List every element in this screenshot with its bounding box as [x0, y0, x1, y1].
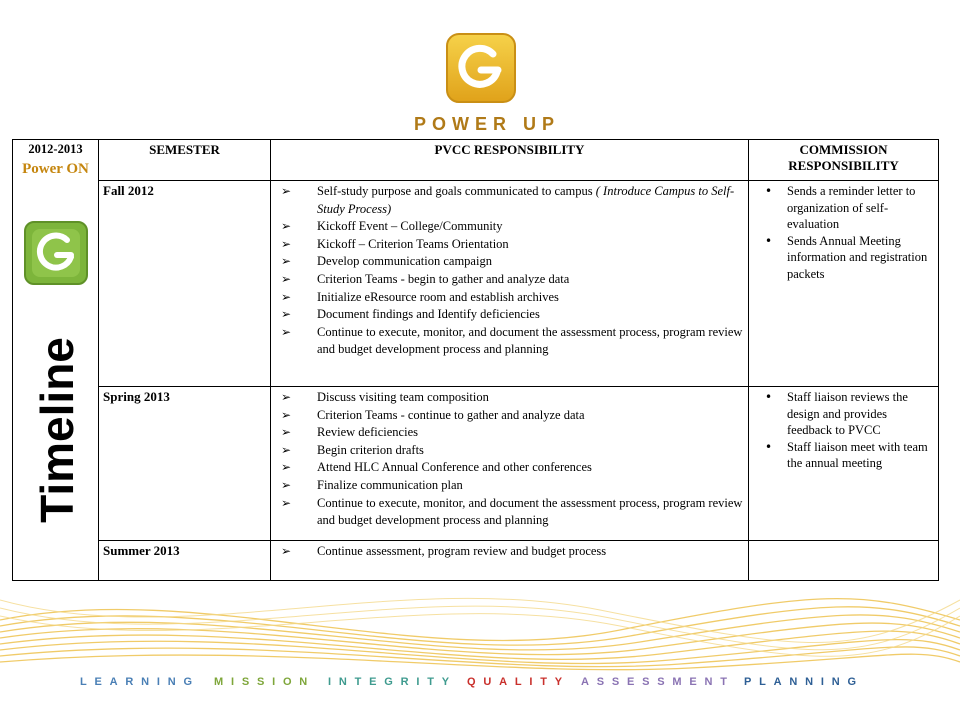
column-header-pvcc: PVCC RESPONSIBILITY	[271, 140, 749, 181]
power-up-logo-icon	[445, 32, 517, 104]
footer-word-mission: MISSION	[214, 676, 316, 688]
year-label: 2012-2013	[28, 142, 83, 156]
year-column	[13, 140, 99, 581]
list-item: ➢ Continue to execute, monitor, and document the assessment process, program review and budget development process and planning	[277, 324, 744, 359]
footer-word-integrity: INTEGRITY	[328, 676, 457, 688]
list-item: • Sends Annual Meeting information and registration packets	[753, 233, 934, 283]
brand-title: POWER UP	[414, 114, 561, 134]
list-item: ➢ Kickoff Event – College/Community	[277, 218, 744, 236]
semester-cell: Fall 2012	[99, 181, 271, 387]
footer-word-planning: PLANNING	[744, 676, 864, 688]
list-item: ➢ Discuss visiting team composition	[277, 389, 744, 407]
list-item: ➢ Kickoff – Criterion Teams Orientation	[277, 236, 744, 254]
list-item: ➢ Document findings and Identify deficiencies	[277, 306, 744, 324]
list-item: ➢ Criterion Teams - begin to gather and analyze data	[277, 271, 744, 289]
column-header-semester: SEMESTER	[99, 140, 271, 181]
list-item: ➢ Continue assessment, program review and budget process	[277, 543, 744, 561]
power-on-icon	[23, 220, 89, 286]
list-item: • Sends a reminder letter to organization of self-evaluation	[753, 183, 934, 233]
footer-keywords	[0, 676, 960, 690]
list-item: ➢ Review deficiencies	[277, 424, 744, 442]
pvcc-cell	[271, 181, 749, 387]
note-text: ( Introduce Campus to Self-Study Process)	[317, 184, 735, 216]
list-item: ➢ Initialize eResource room and establish archives	[277, 289, 744, 307]
semester-cell: Summer 2013	[99, 541, 271, 581]
list-item: ➢ Criterion Teams - continue to gather and analyze data	[277, 407, 744, 425]
footer-word-assessment: ASSESSMENT	[581, 676, 735, 688]
list-item: ➢ Self-study purpose and goals communicated to campus ( Introduce Campus to Self-Study Process)	[277, 183, 744, 218]
pvcc-cell	[271, 387, 749, 541]
table-row	[13, 387, 939, 541]
list-item: ➢ Attend HLC Annual Conference and other conferences	[277, 459, 744, 477]
power-on-label: Power ON	[22, 161, 89, 177]
list-item: • Staff liaison meet with team the annual meeting	[753, 439, 934, 472]
commission-cell	[749, 387, 939, 541]
list-item: ➢ Finalize communication plan	[277, 477, 744, 495]
decorative-waves	[0, 560, 960, 680]
table-row	[13, 181, 939, 387]
timeline-vertical-title: Timeline	[31, 337, 83, 523]
commission-cell	[749, 181, 939, 387]
list-item: ➢ Continue to execute, monitor, and document the assessment process, program review and budget development process and planning	[277, 495, 744, 530]
footer-word-learning: LEARNING	[80, 676, 200, 688]
footer-word-quality: QUALITY	[467, 676, 570, 688]
list-item: ➢ Develop communication campaign	[277, 253, 744, 271]
column-header-commission: COMMISSION RESPONSIBILITY	[749, 140, 939, 181]
list-item: ➢ Begin criterion drafts	[277, 442, 744, 460]
timeline-table	[12, 139, 939, 581]
semester-cell: Spring 2013	[99, 387, 271, 541]
table-header-row	[13, 140, 939, 181]
list-item: • Staff liaison reviews the design and provides feedback to PVCC	[753, 389, 934, 439]
